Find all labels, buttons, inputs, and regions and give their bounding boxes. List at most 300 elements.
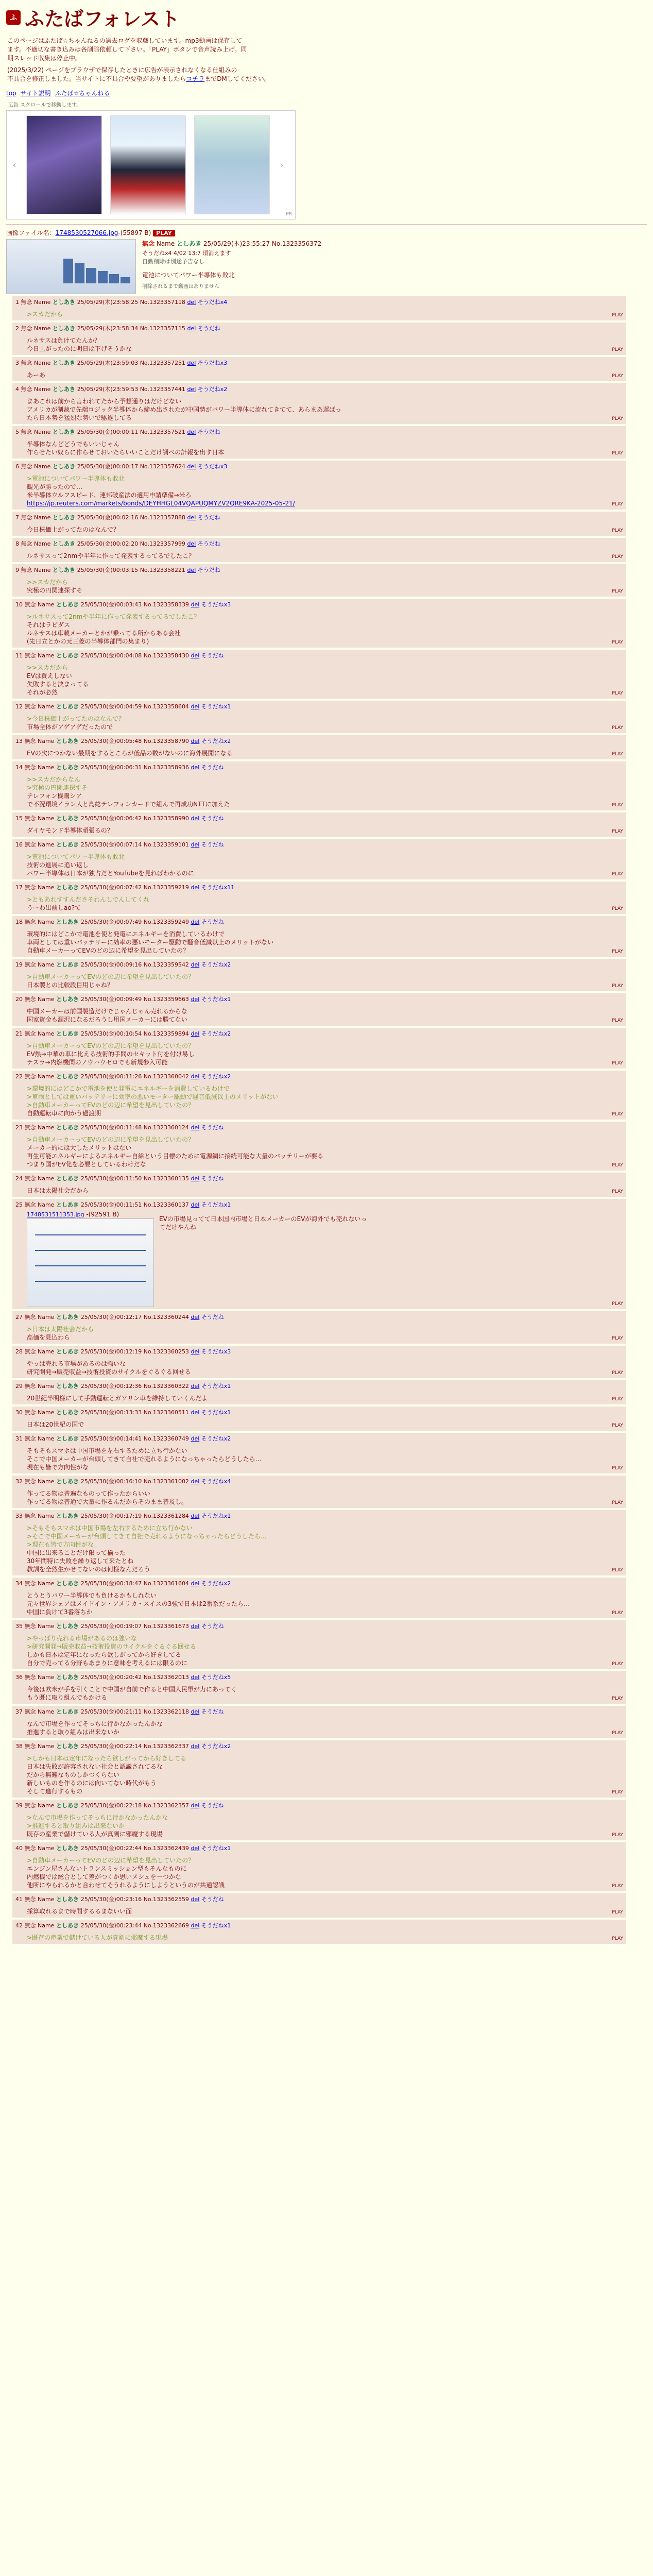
delete-link[interactable]: del	[191, 996, 200, 1003]
reply-name-label: Name	[38, 1175, 56, 1182]
reply-name-label: Name	[34, 429, 53, 435]
quote-line: >既存の産業で儲けている人が真剣に邪魔する現場	[27, 1934, 168, 1941]
play-button[interactable]: PLAY	[612, 1397, 623, 1402]
reply-body	[27, 578, 623, 595]
reply-date: 25/05/30(金)00:09:16	[80, 961, 144, 968]
reply-thumbnail[interactable]	[27, 1218, 154, 1307]
sodane-button[interactable]: そうだねx1	[201, 1409, 231, 1416]
play-button[interactable]: PLAY	[612, 528, 623, 533]
reply-post	[12, 1510, 626, 1575]
reply-index: 40	[15, 1845, 25, 1852]
reply-name-label: Name	[38, 1073, 56, 1080]
external-link[interactable]: https://jp.reuters.com/markets/bonds/DEYHHGL04VQAPUQMYZV2QRE9KA-2025-05-21/	[27, 500, 295, 507]
sodane-button[interactable]: そうだねx3	[197, 360, 228, 366]
body-line: 失敗すると決まってる	[27, 681, 89, 688]
thumbnail-line	[35, 1281, 146, 1282]
sodane-button[interactable]: そうだねx11	[201, 884, 235, 891]
reply-date: 25/05/30(金)00:18:47	[80, 1580, 144, 1587]
reply-header	[15, 566, 623, 574]
quote-line: >>スカだから	[27, 579, 68, 586]
nav-futaba-link[interactable]: ふたば☆ちゃんねる	[55, 90, 110, 97]
reply-body	[27, 930, 623, 955]
reply-mark: 無念	[24, 1383, 38, 1389]
delete-link[interactable]: del	[191, 601, 200, 608]
reply-name-label: Name	[38, 919, 56, 925]
body-line: 自分で売ってる分野もあまりに意味を考えるには限るのに	[27, 1659, 188, 1667]
delete-link[interactable]: del	[191, 1435, 200, 1442]
reply-date: 25/05/30(金)00:21:11	[80, 1708, 144, 1715]
play-button[interactable]: PLAY	[612, 1790, 623, 1795]
body-line: つまり国がEV化を必要としているわけだな	[27, 1161, 146, 1168]
sodane-button[interactable]: そうだね	[201, 1124, 224, 1131]
reply-body	[27, 1685, 623, 1702]
reply-user: としあき	[56, 1896, 81, 1903]
body-line: テレフォン機購シア	[27, 792, 82, 800]
delete-link[interactable]: del	[187, 567, 196, 573]
reply-number: No.1323361673	[143, 1623, 191, 1630]
play-button[interactable]: PLAY	[612, 374, 623, 379]
reply-mark: 無念	[21, 514, 34, 521]
reply-user: としあき	[56, 1348, 81, 1355]
reply-mark: 無念	[24, 1314, 38, 1320]
play-button[interactable]: PLAY	[612, 1500, 623, 1505]
play-button[interactable]: PLAY	[612, 1936, 623, 1941]
sodane-button[interactable]: そうだね	[201, 1896, 224, 1903]
reply-header	[15, 918, 623, 926]
sodane-button[interactable]: そうだねx1	[201, 1922, 231, 1929]
reply-mark: 無念	[24, 764, 38, 771]
play-button[interactable]: PLAY	[612, 640, 623, 645]
delete-link[interactable]: del	[191, 764, 200, 771]
chevron-left-icon[interactable]: ‹	[12, 159, 16, 171]
reply-mark: 無念	[24, 703, 38, 710]
reply-index: 4	[15, 386, 21, 393]
delete-link[interactable]: del	[191, 1201, 200, 1208]
sodane-button[interactable]: そうだねx2	[197, 386, 228, 393]
play-button[interactable]: PLAY	[612, 949, 623, 954]
nav-about-link[interactable]: サイト説明	[20, 90, 51, 97]
reply-index: 6	[15, 463, 21, 470]
delete-link[interactable]: del	[191, 1922, 200, 1929]
reply-post	[12, 735, 626, 759]
reply-mark: 無念	[24, 1073, 38, 1080]
reply-post	[12, 426, 626, 459]
body-line: そこで中国メーカーが台頭してきて自社で売れるようになっちゃったらどうしたら…	[27, 1455, 262, 1463]
reply-header	[15, 652, 623, 659]
delete-link[interactable]: del	[191, 738, 200, 744]
play-button[interactable]: PLAY	[612, 1884, 623, 1889]
reply-body	[27, 1934, 623, 1942]
sodane-button[interactable]: そうだね	[201, 841, 224, 848]
reply-number: No.1323362669	[143, 1922, 191, 1929]
play-button[interactable]: PLAY	[612, 1466, 623, 1471]
reply-date: 25/05/30(金)00:11:51	[80, 1201, 144, 1208]
play-button[interactable]: PLAY	[612, 872, 623, 877]
sodane-button[interactable]: そうだねx2	[201, 1580, 231, 1587]
reply-user: としあき	[56, 841, 81, 848]
reply-header	[15, 601, 623, 608]
delete-link[interactable]: del	[191, 884, 200, 891]
body-line: 日本は20世紀の国で	[27, 1421, 84, 1428]
reply-name-label: Name	[38, 1409, 56, 1416]
reply-mark: 無念	[24, 1201, 38, 1208]
body-line: 技術の進展に追い返し	[27, 861, 89, 869]
body-line: EVの次につかない最期をするところが低品の数がないのに海外展開になる	[27, 750, 233, 757]
reply-header	[15, 884, 623, 891]
reply-index: 25	[15, 1201, 25, 1208]
reply-user: としあき	[56, 652, 81, 659]
reply-date: 25/05/30(金)00:11:26	[80, 1073, 144, 1080]
body-line: テスラ→内燃機関のノウハウゼロでも新規参入可能	[27, 1059, 168, 1066]
delete-link[interactable]: del	[191, 1708, 200, 1715]
op-message: 電池についてパワー半導体も敗北	[142, 272, 235, 279]
reply-number: No.1323361002	[143, 1478, 191, 1485]
delete-link[interactable]: del	[191, 1383, 200, 1389]
reply-index: 30	[15, 1409, 25, 1416]
sodane-button[interactable]: そうだね	[201, 652, 224, 659]
reply-user: としあき	[56, 1201, 81, 1208]
reply-user: としあき	[56, 884, 81, 891]
play-badge[interactable]: PLAY	[153, 230, 175, 236]
play-button[interactable]: PLAY	[612, 1833, 623, 1838]
reply-name-label: Name	[38, 601, 56, 608]
reply-date: 25/05/30(金)00:04:08	[80, 652, 144, 659]
reply-post	[12, 1380, 626, 1404]
sodane-button[interactable]: そうだねx3	[201, 1348, 231, 1355]
reply-date: 25/05/30(金)00:17:19	[80, 1513, 144, 1519]
op-file-link[interactable]: 1748530527066.jpg	[55, 229, 118, 236]
reply-mark: 無念	[24, 1580, 38, 1587]
play-button[interactable]: PLAY	[612, 1910, 623, 1915]
reply-index: 9	[15, 567, 21, 573]
play-button[interactable]: PLAY	[612, 451, 623, 456]
reply-post	[12, 538, 626, 562]
reply-body	[27, 826, 623, 835]
reply-body	[27, 1007, 623, 1024]
carousel-hint: 広告 スクロールで移動します。	[8, 103, 82, 108]
ad-image[interactable]	[194, 115, 270, 214]
play-button[interactable]: PLAY	[612, 1568, 623, 1573]
reply-index: 14	[15, 764, 25, 771]
sodane-button[interactable]: そうだねx1	[201, 1513, 231, 1519]
body-line: 作ってる物は普通で大量に作るんだからそのまま普及し。	[27, 1498, 188, 1505]
reply-index: 28	[15, 1348, 25, 1355]
op-expire: 自動削除は別途予告なし	[142, 258, 204, 265]
reply-number: No.1323362013	[143, 1674, 191, 1681]
reply-name-label: Name	[38, 1743, 56, 1750]
sodane-button[interactable]: そうだねx4	[201, 1478, 231, 1485]
reply-number: No.1323358430	[143, 652, 191, 659]
sodane-button[interactable]: そうだねx1	[201, 996, 231, 1003]
delete-link[interactable]: del	[187, 514, 196, 521]
play-button[interactable]: PLAY	[612, 984, 623, 989]
play-button[interactable]: PLAY	[612, 1611, 623, 1616]
delete-link[interactable]: del	[187, 299, 196, 306]
play-button[interactable]: PLAY	[612, 1731, 623, 1736]
op-thumbnail[interactable]	[6, 239, 136, 294]
delete-link[interactable]: del	[191, 1030, 200, 1037]
reply-user: としあき	[56, 961, 81, 968]
delete-link[interactable]: del	[191, 1478, 200, 1485]
play-button[interactable]: PLAY	[612, 725, 623, 731]
quote-line: >究極の円関連探すそ	[27, 784, 88, 791]
delete-link[interactable]: del	[187, 463, 196, 470]
play-button[interactable]: PLAY	[612, 1112, 623, 1117]
site-logo[interactable]: ふ	[6, 10, 21, 25]
sodane-button[interactable]: そうだね	[197, 325, 220, 332]
delete-link[interactable]: del	[191, 1845, 200, 1852]
reply-date: 25/05/30(金)00:03:43	[80, 601, 144, 608]
reply-number: No.1323362559	[143, 1896, 191, 1903]
delete-link[interactable]: del	[191, 1314, 200, 1320]
sodane-button[interactable]: そうだねx5	[201, 1674, 231, 1681]
delete-link[interactable]: del	[191, 1348, 200, 1355]
reply-index: 10	[15, 601, 25, 608]
sodane-button[interactable]: そうだねx2	[201, 1743, 231, 1750]
sodane-button[interactable]: そうだねx2	[201, 738, 231, 744]
reply-header	[15, 385, 623, 393]
delete-link[interactable]: del	[191, 1175, 200, 1182]
reply-header	[15, 737, 623, 745]
delete-link[interactable]: del	[191, 961, 200, 968]
reply-mark: 無念	[24, 841, 38, 848]
reply-date: 25/05/30(金)00:23:16	[80, 1896, 144, 1903]
quote-line: >今日株価上がってたのはなんで？	[27, 715, 125, 722]
delete-link[interactable]: del	[187, 360, 196, 366]
sodane-button[interactable]: そうだねx2	[201, 961, 231, 968]
reply-name-label: Name	[38, 841, 56, 848]
sodane-button[interactable]: そうだねx1	[201, 1845, 231, 1852]
ad-image[interactable]	[26, 115, 102, 214]
sodane-button[interactable]: そうだね	[201, 815, 224, 822]
reply-name-label: Name	[38, 1674, 56, 1681]
sodane-button[interactable]: そうだね	[201, 1314, 224, 1320]
reply-mark: 無念	[24, 919, 38, 925]
reply-date: 25/05/30(金)00:11:48	[80, 1124, 144, 1131]
reply-mark: 無念	[24, 1845, 38, 1852]
sodane-button[interactable]: そうだねx1	[201, 1383, 231, 1389]
sodane-button[interactable]: そうだね	[201, 1802, 224, 1809]
sodane-button[interactable]: そうだねx1	[201, 703, 231, 710]
reply-date: 25/05/30(金)00:22:14	[80, 1743, 144, 1750]
delete-link[interactable]: del	[191, 1623, 200, 1630]
play-button[interactable]: PLAY	[612, 1061, 623, 1066]
reply-user: としあき	[56, 1674, 81, 1681]
delete-link[interactable]: del	[191, 1674, 200, 1681]
play-button[interactable]: PLAY	[612, 1336, 623, 1341]
reply-post	[12, 599, 626, 648]
reply-mark: 無念	[24, 1348, 38, 1355]
play-button[interactable]: PLAY	[612, 803, 623, 808]
sodane-button[interactable]: そうだねx3	[201, 601, 231, 608]
delete-link[interactable]: del	[191, 841, 200, 848]
body-line: (先日立とかの元三菱の半導体部門の集まり)	[27, 638, 149, 645]
delete-link[interactable]: del	[191, 815, 200, 822]
quote-line: >車両としては重いバッテリーに効率の悪いモーター駆動で騒音低減以上のメリットがない	[27, 1093, 279, 1100]
delete-link[interactable]: del	[191, 919, 200, 925]
reply-name-label: Name	[34, 540, 53, 547]
reply-post	[12, 1920, 626, 1944]
sodane-button[interactable]: そうだねx1	[201, 1201, 231, 1208]
reply-body	[27, 1524, 623, 1573]
sodane-button[interactable]: そうだね	[201, 1175, 224, 1182]
delete-link[interactable]: del	[191, 1124, 200, 1131]
body-line: 米半導体ウルフスピード、連邦破産法の適用申請準備→米ろ	[27, 492, 192, 499]
delete-link[interactable]: del	[191, 652, 200, 659]
reply-body	[27, 552, 623, 560]
play-button[interactable]: PLAY	[612, 313, 623, 318]
reply-post	[12, 916, 626, 957]
delete-link[interactable]: del	[187, 386, 196, 393]
original-post	[6, 228, 647, 294]
delete-link[interactable]: del	[187, 540, 196, 547]
chevron-right-icon[interactable]: ›	[280, 159, 284, 171]
reply-post	[12, 1476, 626, 1508]
reply-header	[15, 1673, 623, 1681]
reply-date: 25/05/29(木)23:59:03	[77, 360, 140, 366]
delete-link[interactable]: del	[191, 1409, 200, 1416]
sodane-button[interactable]: そうだね	[197, 540, 220, 547]
play-button[interactable]: PLAY	[612, 1423, 623, 1428]
ad-carousel[interactable]	[6, 110, 296, 219]
reply-name-label: Name	[38, 764, 56, 771]
reply-header	[15, 540, 623, 548]
reply-number: No.1323360511	[143, 1409, 191, 1416]
reply-mark: 無念	[24, 1513, 38, 1519]
play-button[interactable]: PLAY	[612, 1163, 623, 1168]
delete-link[interactable]: del	[191, 1073, 200, 1080]
reply-post	[12, 993, 626, 1026]
delete-link[interactable]: del	[191, 1743, 200, 1750]
sodane-button[interactable]: そうだね	[201, 1623, 224, 1630]
reply-date: 25/05/29(木)23:58:25	[77, 299, 140, 306]
reply-name-label: Name	[34, 325, 53, 332]
delete-link[interactable]: del	[191, 1513, 200, 1519]
sodane-button[interactable]: そうだね	[197, 514, 220, 521]
reply-header	[15, 1124, 623, 1131]
reply-user: としあき	[56, 996, 81, 1003]
sodane-button[interactable]: そうだね	[197, 429, 220, 435]
body-line: で不況環境イラン人と島総テレフォンカードで組んで再成功NTTに加えた	[27, 801, 230, 808]
quote-line: >推進すると取り組みは出来ないか	[27, 1822, 125, 1829]
body-line: 日本は失敗が許容されない社会と認識されてるな	[27, 1763, 163, 1770]
sodane-button[interactable]: そうだね	[201, 764, 224, 771]
body-line: 採算取れるまで時間するるまないい面	[27, 1908, 132, 1915]
play-button[interactable]: PLAY	[612, 1696, 623, 1701]
nav-top-link[interactable]: top	[6, 90, 16, 97]
reply-date: 25/05/30(金)00:11:50	[80, 1175, 144, 1182]
quote-line: >スカだから	[27, 311, 63, 318]
reply-post	[12, 383, 626, 424]
reply-date: 25/05/30(金)00:04:59	[80, 703, 144, 710]
sodane-button[interactable]: そうだねx2	[201, 1030, 231, 1037]
delete-link[interactable]: del	[187, 325, 196, 332]
quote-line: >現在も皆で方向性がな	[27, 1541, 94, 1548]
body-line: EVは買えしない	[27, 672, 72, 680]
reply-user: としあき	[52, 514, 77, 521]
body-line: 日本は太陽社会だから	[27, 1187, 89, 1194]
play-button[interactable]: PLAY	[612, 691, 623, 696]
play-button[interactable]: PLAY	[612, 347, 623, 352]
sodane-button[interactable]: そうだねx4	[197, 299, 228, 306]
reply-header	[15, 995, 623, 1003]
delete-link[interactable]: del	[187, 429, 196, 435]
reply-date: 25/05/30(金)00:07:14	[80, 841, 144, 848]
play-button[interactable]: PLAY	[612, 1370, 623, 1376]
reply-user: としあき	[56, 1314, 81, 1320]
reply-file-link[interactable]: 1748531511353.jpg	[27, 1211, 84, 1218]
reply-body	[27, 397, 623, 422]
body-line: 究極の円関連探すそ	[27, 587, 83, 594]
reply-mark: 無念	[21, 325, 34, 332]
sodane-button[interactable]: そうだねx3	[197, 463, 228, 470]
body-line: 現在も皆で方向性がな	[27, 1464, 89, 1471]
reply-header	[15, 1030, 623, 1038]
play-button[interactable]: PLAY	[612, 554, 623, 560]
reply-index: 27	[15, 1314, 25, 1320]
reply-name-label: Name	[38, 815, 56, 822]
play-button[interactable]: PLAY	[612, 752, 623, 757]
body-line: 今日上がったのに明日は下げそうかな	[27, 345, 132, 352]
reply-user: としあき	[56, 1435, 81, 1442]
reply-name-label: Name	[38, 652, 56, 659]
body-line: 30年間特に失敗を繰り返して来たとね	[27, 1557, 134, 1565]
reply-user: としあき	[52, 463, 77, 470]
delete-link[interactable]: del	[191, 1896, 200, 1903]
play-button[interactable]: PLAY	[612, 1662, 623, 1667]
sodane-button[interactable]: そうだね	[197, 567, 220, 573]
play-button[interactable]: PLAY	[612, 502, 623, 507]
reply-index: 7	[15, 514, 21, 521]
quote-line: >ともあれすすんださそれんしでんしてくれ	[27, 896, 150, 903]
reply-date: 25/05/30(金)00:10:54	[80, 1030, 144, 1037]
reply-number: No.1323360322	[143, 1383, 191, 1389]
delete-link[interactable]: del	[191, 1580, 200, 1587]
reply-number: No.1323362357	[143, 1802, 191, 1809]
reply-body	[27, 1187, 623, 1195]
play-button[interactable]: PLAY	[612, 589, 623, 594]
body-line: エンジン屋さんないトランスミッション型もそんなものに	[27, 1865, 187, 1872]
reply-header	[15, 1742, 623, 1750]
contact-link[interactable]: コチラ	[186, 75, 205, 82]
reply-header	[15, 703, 623, 710]
play-button[interactable]: PLAY	[612, 829, 623, 834]
sodane-button[interactable]: そうだね	[201, 919, 224, 925]
sodane-button[interactable]: そうだねx2	[201, 1435, 231, 1442]
play-button[interactable]: PLAY	[612, 1018, 623, 1023]
reply-body	[159, 1215, 367, 1307]
site-notice	[7, 37, 647, 83]
body-line: とうとうパワー半導体でも負けるかもしれない	[27, 1592, 157, 1599]
play-button[interactable]: PLAY	[612, 1301, 623, 1307]
reply-user: としあき	[56, 703, 81, 710]
play-button[interactable]: PLAY	[612, 906, 623, 911]
reply-name-label: Name	[38, 1478, 56, 1485]
reply-body	[27, 440, 623, 456]
play-button[interactable]: PLAY	[612, 416, 623, 421]
reply-post	[12, 650, 626, 699]
sodane-button[interactable]: そうだねx2	[201, 1073, 231, 1080]
reply-name-label: Name	[38, 703, 56, 710]
body-line: 環境的にはどこかで電池を使と発電にエネルギーを消費しているわけで	[27, 930, 225, 938]
play-button[interactable]: PLAY	[612, 1189, 623, 1194]
thumbnail-line	[35, 1250, 146, 1251]
sodane-button[interactable]: そうだね	[201, 1708, 224, 1715]
delete-link[interactable]: del	[191, 1802, 200, 1809]
body-line: アメリカが制裁で先端ロジック半導体から締め出されたが中国勢がパワー半導体に流れてきてて、あらまあ遅ばっ	[27, 406, 341, 413]
ad-image[interactable]	[110, 115, 186, 214]
delete-link[interactable]: del	[191, 703, 200, 710]
